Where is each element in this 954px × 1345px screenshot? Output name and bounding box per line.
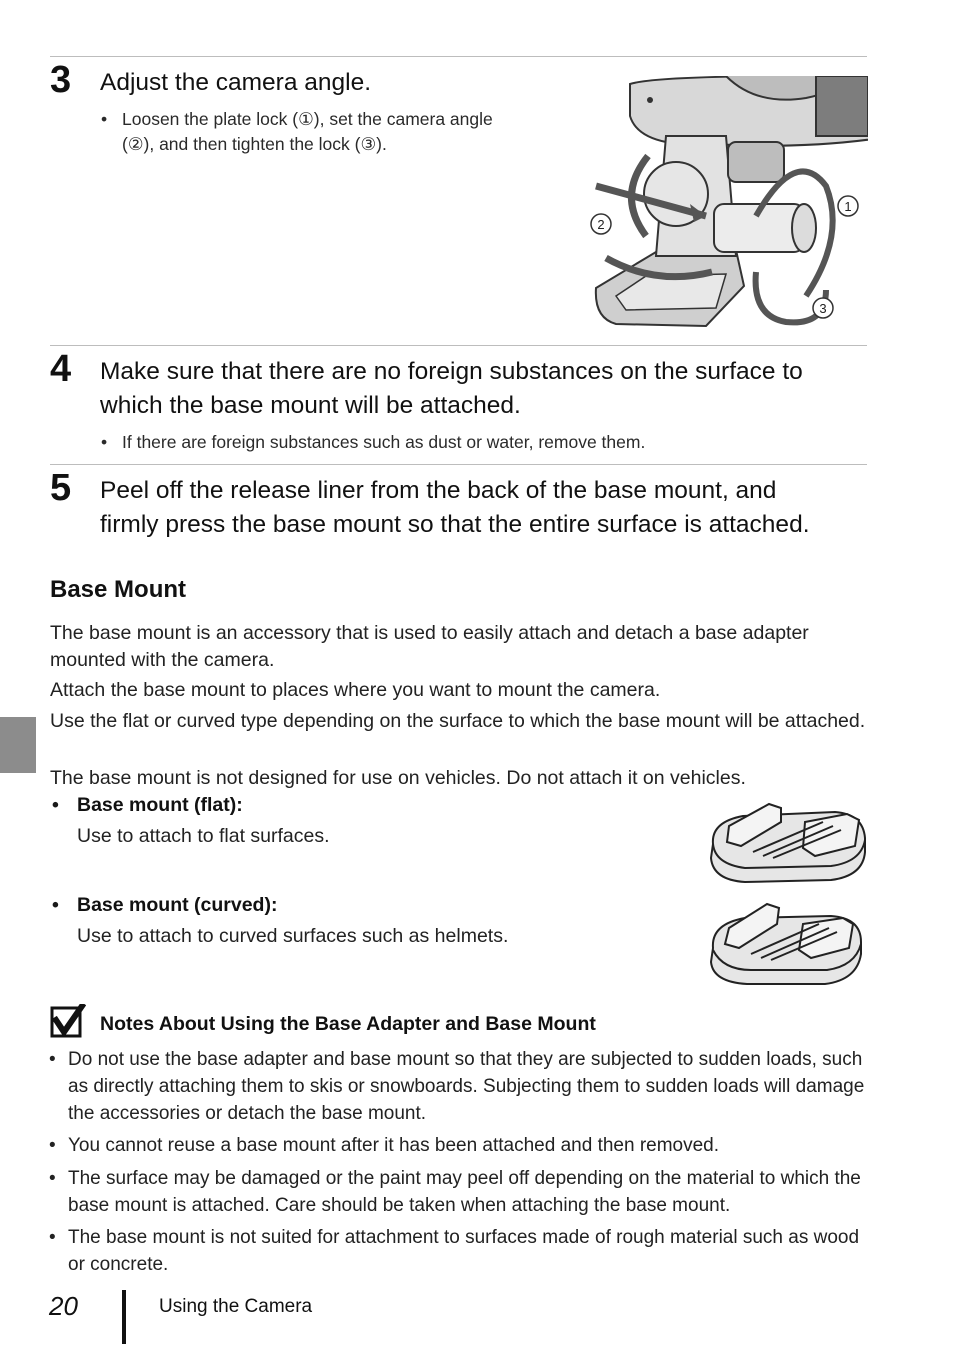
step-4-bullet bbox=[101, 430, 646, 455]
step-4-title-line1: Make sure that there are no foreign substances on the surface to bbox=[100, 358, 803, 385]
step-4-title-line2: which the base mount will be attached. bbox=[100, 392, 521, 419]
note-item-4-text: The base mount is not suited for attachment to surfaces made of rough material such as wood or concrete. bbox=[68, 1227, 860, 1275]
footer-divider bbox=[122, 1290, 126, 1344]
note-item-3 bbox=[49, 1165, 878, 1219]
step-3-bullet-line1: Loosen the plate lock (①), set the camera angle bbox=[122, 109, 493, 129]
bullet-dot: • bbox=[49, 1135, 56, 1156]
note-item-4 bbox=[49, 1224, 878, 1278]
step-5-title bbox=[100, 474, 810, 542]
bullet-dot: • bbox=[52, 894, 59, 916]
note-item-2 bbox=[49, 1132, 878, 1159]
step-3-bullet-line2: (②), and then tighten the lock (③). bbox=[122, 134, 387, 154]
step4-top-rule bbox=[50, 345, 867, 346]
flat-mount-title: Base mount (flat): bbox=[77, 794, 243, 816]
base-mount-paragraph-2: Attach the base mount to places where you want to mount the camera. bbox=[50, 679, 661, 701]
bullet-dot: • bbox=[101, 109, 108, 129]
notes-title: Notes About Using the Base Adapter and Base Mount bbox=[100, 1013, 596, 1035]
page-number: 20 bbox=[49, 1291, 78, 1321]
step-4-title bbox=[100, 355, 803, 423]
curved-mount-title: Base mount (curved): bbox=[77, 894, 278, 916]
step-3-bullet bbox=[101, 107, 493, 157]
bullet-dot: • bbox=[49, 1168, 56, 1189]
base-mount-paragraph-1: The base mount is an accessory that is used to easily attach and detach a base adapter mounted with the camera. bbox=[50, 622, 809, 671]
step-3-title: Adjust the camera angle. bbox=[100, 69, 372, 96]
step-5-number: 5 bbox=[50, 467, 72, 509]
step5-top-rule bbox=[50, 464, 867, 465]
bullet-dot: • bbox=[52, 794, 59, 816]
step-3-number: 3 bbox=[50, 59, 72, 101]
base-mount-paragraph-4: The base mount is not designed for use on vehicles. Do not attach it on vehicles. bbox=[50, 767, 746, 789]
footer-section-title: Using the Camera bbox=[159, 1296, 313, 1317]
flat-mount-illustration bbox=[707, 800, 869, 886]
note-item-1 bbox=[49, 1046, 878, 1127]
check-note-icon bbox=[50, 1004, 86, 1038]
curved-mount-description: Use to attach to curved surfaces such as helmets. bbox=[77, 925, 509, 947]
bullet-dot: • bbox=[49, 1227, 56, 1248]
callout-2: 2 bbox=[597, 217, 605, 232]
camera-mount-illustration bbox=[586, 76, 868, 332]
callout-3: 3 bbox=[819, 301, 827, 316]
note-item-3-text: The surface may be damaged or the paint may peel off depending on the material to which the base mount is attached. Care should be taken when attaching the base mount. bbox=[68, 1168, 861, 1216]
note-item-2-text: You cannot reuse a base mount after it has been attached and then removed. bbox=[68, 1135, 720, 1156]
step3-top-rule bbox=[50, 56, 867, 57]
step-5-title-line1: Peel off the release liner from the back of the base mount, and bbox=[100, 477, 777, 504]
note-item-1-text: Do not use the base adapter and base mount so that they are subjected to sudden loads, such as directly attaching them to skis or snowboards. Subjecting them to sudden loads will damage the accessories or detach the base mount. bbox=[68, 1049, 865, 1124]
step-4-number: 4 bbox=[50, 348, 72, 390]
chapter-tab bbox=[0, 717, 36, 773]
bullet-dot: • bbox=[101, 432, 108, 452]
step-5-title-line2: firmly press the base mount so that the entire surface is attached. bbox=[100, 511, 810, 538]
flat-mount-description: Use to attach to flat surfaces. bbox=[77, 825, 330, 847]
bullet-dot: • bbox=[49, 1049, 56, 1070]
step-4-bullet-text: If there are foreign substances such as dust or water, remove them. bbox=[122, 432, 646, 452]
base-mount-paragraph-3: Use the flat or curved type depending on the surface to which the base mount will be attached. bbox=[50, 710, 866, 732]
curved-mount-illustration bbox=[707, 900, 865, 988]
base-mount-heading: Base Mount bbox=[50, 576, 187, 603]
callout-1: 1 bbox=[844, 199, 852, 214]
